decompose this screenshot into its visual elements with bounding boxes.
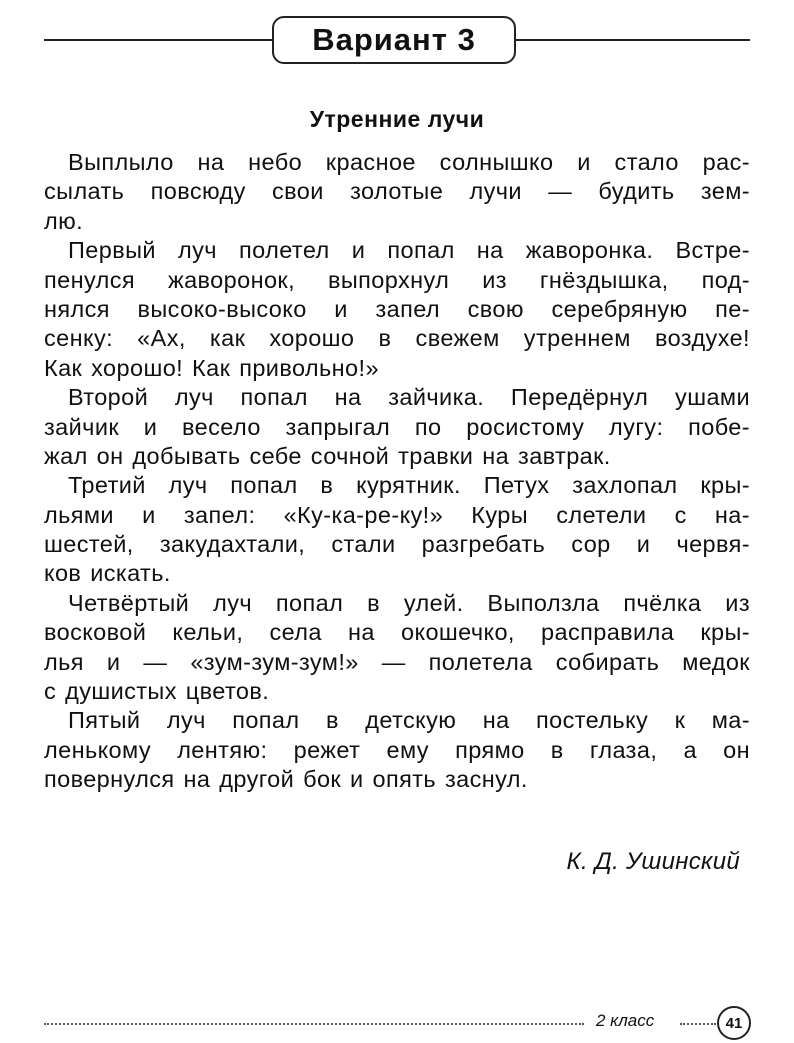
text-line: шестей, закудахтали, стали разгребать сор и червя-: [44, 531, 750, 558]
text-line: Как хорошо! Как привольно!»: [44, 354, 379, 381]
text-line: лю.: [44, 207, 84, 234]
text-line: восковой кельи, села на окошечко, расправила кры-: [44, 619, 750, 646]
page-number: [717, 1006, 751, 1040]
text-line: жал он добывать себе сочной травки на завтрак.: [44, 442, 611, 469]
footer-dotted-line-right: [680, 1023, 716, 1025]
text-line: Второй луч попал на зайчика. Передёрнул ушами: [68, 384, 750, 411]
text-line: льями и запел: «Ку-ка-ре-ку!» Куры слетели с на-: [44, 501, 750, 528]
variant-title: [272, 16, 516, 64]
variant-label: Вариант 3: [312, 22, 476, 57]
story-title: Утренние лучи: [309, 106, 485, 132]
page-number-text: 41: [725, 1014, 743, 1032]
text-line: сылать повсюду свои золотые лучи — будить зем-: [44, 178, 750, 205]
text-line: с душистых цветов.: [44, 678, 270, 705]
footer-dotted-line-left: [44, 1023, 584, 1025]
text-line: лья и — «зум-зум-зум!» — полетела собирать медок: [44, 648, 750, 675]
story-body: [44, 148, 750, 795]
text-line: Четвёртый луч попал в улей. Выползла пчёлка из: [68, 589, 750, 616]
text-line: Пятый луч попал в детскую на постельку к ма-: [68, 707, 750, 734]
text-line: ленькому лентяю: режет ему прямо в глаза, а он: [44, 736, 750, 763]
author-name: К. Д. Ушинский: [566, 848, 740, 875]
text-line: Первый луч полетел и попал на жаворонка. Встре-: [68, 237, 750, 264]
header-rule-left: [44, 39, 272, 41]
header-rule-right: [516, 39, 750, 41]
text-line: нялся высоко-высоко и запел свою серебряную пе-: [44, 295, 750, 322]
text-line: пенулся жаворонок, выпорхнул из гнёздышка, под-: [44, 266, 750, 293]
text-line: Выплыло на небо красное солнышко и стало рас-: [68, 149, 750, 175]
text-line: Третий луч попал в курятник. Петух захлопал кры-: [68, 472, 750, 499]
text-line: зайчик и весело запрыгал по росистому лугу: побе-: [44, 413, 750, 440]
text-line: ков искать.: [44, 560, 171, 587]
grade-label: 2 класс: [596, 1011, 655, 1030]
text-line: повернулся на другой бок и опять заснул.: [44, 766, 528, 793]
text-line: сенку: «Ах, как хорошо в свежем утреннем воздухе!: [44, 325, 750, 352]
